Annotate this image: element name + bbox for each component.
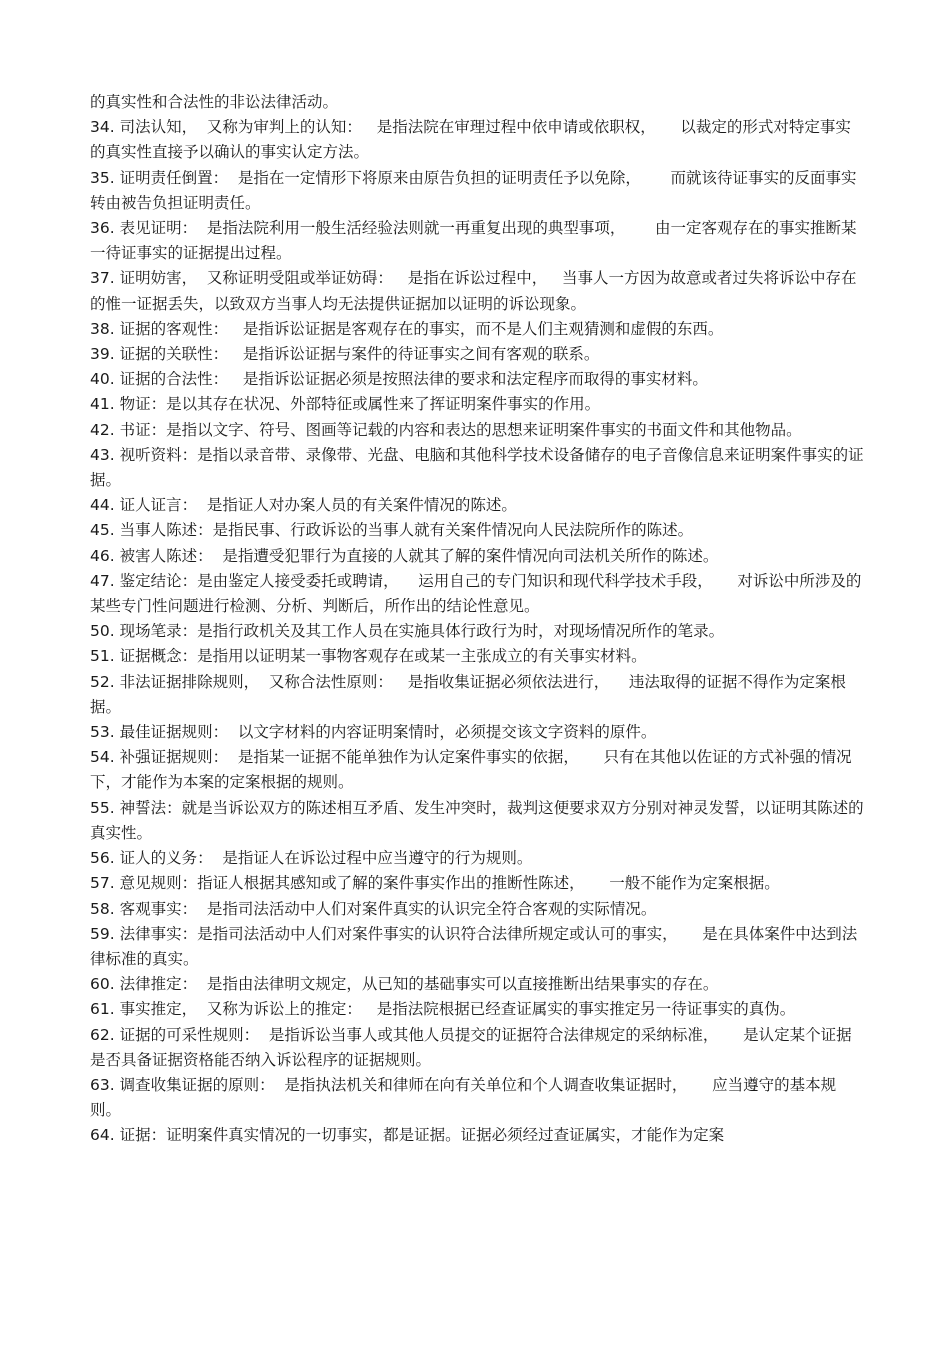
paragraph-55: 55. 神誓法：就是当诉讼双方的陈述相互矛盾、发生冲突时，裁判这便要求双方分别对神灵发誓，以证明其陈述的真实性。 bbox=[90, 798, 864, 842]
paragraph-34: 34. 司法认知， 又称为审判上的认知： 是指法院在审理过程中依申请或依职权， 以裁定的形式对特定事实的真实性直接予以确认的事实认定方法。 bbox=[90, 118, 851, 162]
paragraph-36: 36. 表见证明： 是指法院利用一般生活经验法则就一再重复出现的典型事项， 由一定客观存在的事实推断某一待证事实的证据提出过程。 bbox=[90, 219, 857, 263]
paragraph-63: 63. 调查收集证据的原则： 是指执法机关和律师在向有关单位和个人调查收集证据时， 应当遵守的基本规则。 bbox=[90, 1075, 837, 1120]
paragraph-46: 46. 被害人陈述： 是指遭受犯罪行为直接的人就其了解的案件情况向司法机关所作的陈述。 bbox=[90, 546, 719, 565]
paragraph-58: 58. 客观事实： 是指司法活动中人们对案件真实的认识完全符合客观的实际情况。 bbox=[90, 899, 657, 918]
paragraph-54: 54. 补强证据规则： 是指某一证据不能单独作为认定案件事实的依据， 只有在其他以佐证的方式补强的情况下，才能作为本案的定案根据的规则。 bbox=[90, 748, 852, 792]
paragraph-57: 57. 意见规则：指证人根据其感知或了解的案件事实作出的推断性陈述， 一般不能作为定案根据。 bbox=[90, 874, 780, 893]
paragraph-53: 53. 最佳证据规则： 以文字材料的内容证明案情时，必须提交该文字资料的原件。 bbox=[90, 723, 657, 742]
paragraph-52: 52. 非法证据排除规则， 又称合法性原则： 是指收集证据必须依法进行， 违法取得的证据不得作为定案根据。 bbox=[90, 672, 846, 716]
paragraph-40: 40. 证据的合法性： 是指诉讼证据必须是按照法律的要求和法定程序而取得的事实材料。 bbox=[90, 370, 708, 389]
paragraph-continuation: 的真实性和合法性的非讼法律活动。 bbox=[90, 93, 339, 111]
paragraph-59: 59. 法律事实：是指司法活动中人们对案件事实的认识符合法律所规定或认可的事实， 是在具体案件中达到法律标准的真实。 bbox=[90, 924, 858, 968]
paragraph-47: 47. 鉴定结论：是由鉴定人接受委托或聘请， 运用自己的专门知识和现代科学技术手段， 对诉讼中所涉及的某些专门性问题进行检测、分析、判断后，所作出的结论性意见。 bbox=[90, 571, 862, 616]
paragraph-62: 62. 证据的可采性规则： 是指诉讼当事人或其他人员提交的证据符合法律规定的采纳标准， 是认定某个证据是否具备证据资格能否纳入诉讼程序的证据规则。 bbox=[90, 1025, 852, 1069]
paragraph-43: 43. 视听资料：是指以录音带、录像带、光盘、电脑和其他科学技术设备储存的电子音像信息来证明案件事实的证据。 bbox=[90, 445, 864, 490]
paragraph-45: 45. 当事人陈述：是指民事、行政诉讼的当事人就有关案件情况向人民法院所作的陈述。 bbox=[90, 521, 694, 540]
paragraph-50: 50. 现场笔录：是指行政机关及其工作人员在实施具体行政行为时，对现场情况所作的笔录。 bbox=[90, 622, 725, 641]
paragraph-42: 42. 书证：是指以文字、符号、图画等记载的内容和表达的思想来证明案件事实的书面文件和其他物品。 bbox=[90, 420, 802, 439]
paragraph-37: 37. 证明妨害， 又称证明受阻或举证妨碍： 是指在诉讼过程中， 当事人一方因为故意或者过失将诉讼中存在的惟一证据丢失，以致双方当事人均无法提供证据加以证明的诉讼现象。 bbox=[90, 269, 857, 313]
paragraph-38: 38. 证据的客观性： 是指诉讼证据是客观存在的事实，而不是人们主观猜测和虚假的东西。 bbox=[90, 319, 724, 338]
paragraph-60: 60. 法律推定： 是指由法律明文规定，从已知的基础事实可以直接推断出结果事实的存在。 bbox=[90, 975, 719, 994]
paragraph-64: 64. 证据：证明案件真实情况的一切事实，都是证据。证据必须经过查证属实，才能作为定案 bbox=[90, 1126, 725, 1145]
paragraph-35: 35. 证明责任倒置： 是指在一定情形下将原来由原告负担的证明责任予以免除， 而就该待证事实的反面事实转由被告负担证明责任。 bbox=[90, 168, 857, 212]
paragraph-56: 56. 证人的义务： 是指证人在诉讼过程中应当遵守的行为规则。 bbox=[90, 849, 533, 868]
document-page bbox=[90, 90, 865, 1149]
paragraph-61: 61. 事实推定， 又称为诉讼上的推定： 是指法院根据已经查证属实的事实推定另一待证事实的真伪。 bbox=[90, 1000, 796, 1019]
paragraph-39: 39. 证据的关联性： 是指诉讼证据与案件的待证事实之间有客观的联系。 bbox=[90, 345, 600, 364]
paragraph-51: 51. 证据概念：是指用以证明某一事物客观存在或某一主张成立的有关事实材料。 bbox=[90, 647, 647, 666]
paragraph-41: 41. 物证：是以其存在状况、外部特征或属性来了挥证明案件事实的作用。 bbox=[90, 395, 601, 414]
paragraph-44: 44. 证人证言： 是指证人对办案人员的有关案件情况的陈述。 bbox=[90, 496, 517, 515]
